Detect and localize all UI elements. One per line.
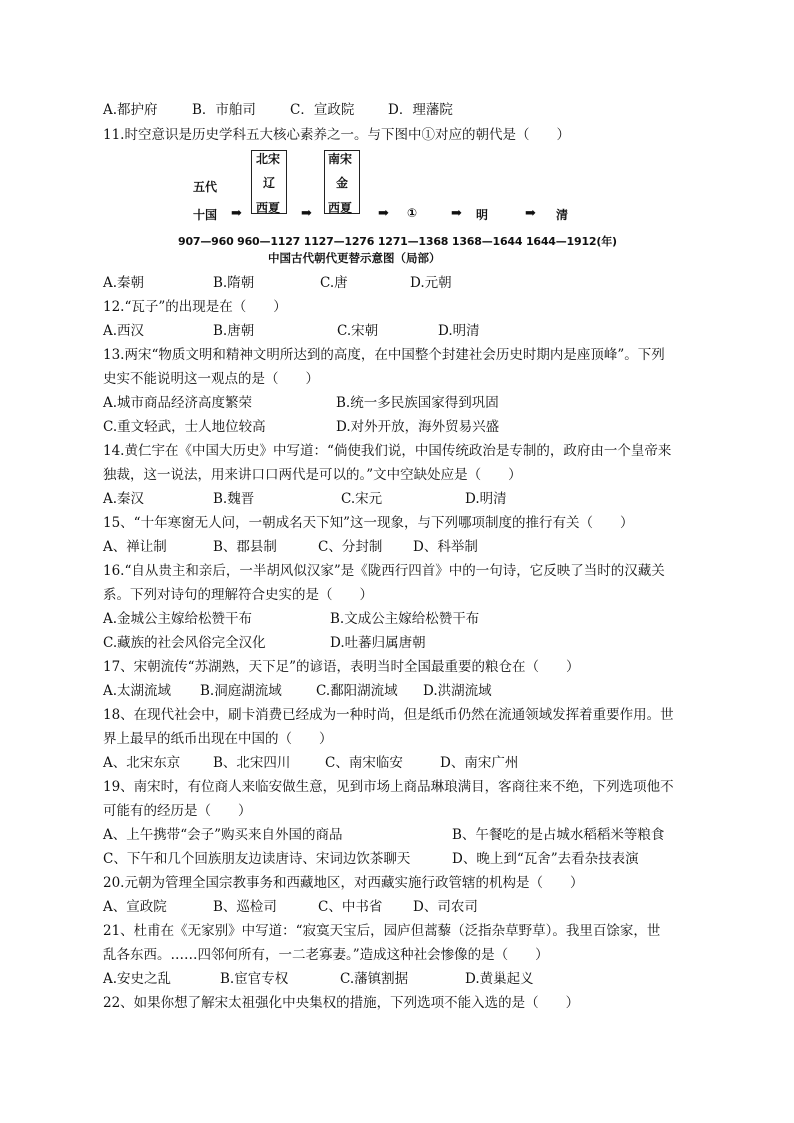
q18-option-b: B、北宋四川: [213, 755, 291, 771]
q18-line1: 18、在现代社会中，刷卡消费已经成为一种时尚，但是纸币仍然在流通领域发挥着重要作用。世: [103, 707, 674, 723]
q16-option-a: A.金城公主嫁给松赞干布: [103, 611, 253, 627]
label-ten-kingdoms: 十国: [193, 208, 218, 222]
q19-option-c: C、下午和几个回族朋友边读唐诗、宋词边饮茶聊天: [103, 851, 411, 867]
q21-option-c: C.藩镇割据: [340, 971, 409, 987]
arrow-5: ➡: [525, 206, 536, 221]
q16-option-b: B.文成公主嫁给松赞干布: [330, 611, 480, 627]
q15-option-c: C、分封制: [318, 539, 383, 555]
label-northern-song: 北宋: [256, 152, 281, 166]
q10-option-c: C．宣政院: [290, 102, 355, 118]
q19-line2: 可能有的经历是（ ）: [103, 803, 252, 819]
q21-option-a: A.安史之乱: [103, 971, 172, 987]
label-liao: 辽: [263, 176, 276, 190]
q20-stem: 20.元朝为管理全国宗教事务和西藏地区，对西藏实施行政管辖的机构是（ ）: [103, 875, 584, 891]
q14-option-a: A.秦汉: [103, 491, 145, 507]
q21-line1: 21、杜甫在《无家别》中写道：“寂寞天宝后，园庐但蒿藜（泛指杂草野草）。我里百馀家，世: [103, 923, 661, 939]
timeline-dates: 907—960 960—1127 1127—1276 1271—1368 1368—1644 1644—1912(年): [178, 235, 617, 248]
q10-option-b: B．市舶司: [192, 102, 256, 118]
q15-stem: 15、“十年寒窗无人问，一朝成名天下知”这一现象，与下列哪项制度的推行有关（ ）: [103, 515, 634, 531]
label-western-xia-1: 西夏: [256, 201, 281, 215]
label-qing: 清: [556, 208, 569, 222]
q10-option-d: D．理藩院: [388, 102, 453, 118]
q16-line1: 16.“自从贵主和亲后，一半胡风似汉家”是《陇西行四首》中的一句诗，它反映了当时的汉藏关: [103, 563, 665, 579]
q12-option-d: D.明清: [438, 323, 480, 339]
q13-line2: 史实不能说明这一观点的是（ ）: [103, 371, 319, 387]
q14-line1: 14.黄仁宇在《中国大历史》中写道：“倘使我们说，中国传统政治是专制的，政府由一个皇帝来: [103, 443, 672, 459]
label-southern-song: 南宋: [328, 152, 353, 166]
label-western-xia-2: 西夏: [328, 201, 353, 215]
q19-option-b: B、午餐吃的是占城水稻稻米等粮食: [452, 827, 665, 843]
q12-option-b: B.唐朝: [213, 323, 255, 339]
q19-line1: 19、南宋时，有位商人来临安做生意，见到市场上商品琳琅满目，客商往来不绝，下列选项他不: [103, 779, 674, 795]
q15-option-d: D、科举制: [413, 539, 478, 555]
q12-option-a: A.西汉: [103, 323, 145, 339]
q22-stem: 22、如果你想了解宋太祖强化中央集权的措施，下列选项不能入选的是（ ）: [103, 995, 580, 1011]
arrow-3: ➡: [378, 206, 389, 221]
q20-option-d: D、司农司: [413, 899, 478, 915]
q10-option-a: A.都护府: [103, 102, 158, 118]
q15-option-a: A、禅让制: [103, 539, 167, 555]
q12-option-c: C.宋朝: [337, 323, 379, 339]
q14-option-c: C.宋元: [341, 491, 383, 507]
q14-option-b: B.魏晋: [213, 491, 255, 507]
arrow-1: ➡: [231, 206, 242, 221]
q21-option-d: D.黄巢起义: [465, 971, 534, 987]
q17-option-c: C.鄱阳湖流域: [316, 683, 398, 699]
q20-option-c: C、中书省: [318, 899, 383, 915]
q18-option-d: D、南宋广州: [440, 755, 519, 771]
q11-option-a: A.秦朝: [103, 275, 145, 291]
q11-option-b: B.隋朝: [213, 275, 255, 291]
q18-line2: 界上最早的纸币出现在中国的（ ）: [103, 731, 333, 747]
q21-option-b: B.宦官专权: [220, 971, 289, 987]
q11-option-d: D.元朝: [410, 275, 452, 291]
q13-option-b: B.统一多民族国家得到巩固: [336, 395, 499, 411]
q11-option-c: C.唐: [320, 275, 348, 291]
q21-line2: 乱各东西。……四邻何所有，一二老寡妻。”造成这种社会惨像的是（ ）: [103, 947, 549, 963]
q16-option-c: C.藏族的社会风俗完全汉化: [103, 635, 266, 651]
q13-option-c: C.重文轻武，士人地位较高: [103, 419, 266, 435]
q17-stem: 17、宋朝流传“苏湖熟，天下足”的谚语，表明当时全国最重要的粮仓在（ ）: [103, 659, 580, 675]
q18-option-c: C、南宋临安: [325, 755, 403, 771]
q19-option-d: D、晚上到“瓦舍”去看杂技表演: [452, 851, 639, 867]
arrow-2: ➡: [301, 206, 312, 221]
q13-option-a: A.城市商品经济高度繁荣: [103, 395, 253, 411]
q20-option-a: A、宣政院: [103, 899, 167, 915]
label-jin: 金: [336, 176, 349, 190]
label-five-dynasties: 五代: [193, 180, 218, 194]
q20-option-b: B、巡检司: [213, 899, 277, 915]
q19-option-a: A、上午携带“会子”购买来自外国的商品: [103, 827, 343, 843]
q12-stem: 12.“瓦子”的出现是在（ ）: [103, 299, 287, 315]
q14-line2: 独裁，这一说法，用来讲口口两代是可以的。”文中空缺处应是（ ）: [103, 467, 522, 483]
q15-option-b: B、郡县制: [213, 539, 277, 555]
q17-option-d: D.洪湖流域: [423, 683, 492, 699]
q13-option-d: D.对外开放，海外贸易兴盛: [336, 419, 500, 435]
figure-caption: 中国古代朝代更替示意图（局部）: [268, 251, 441, 265]
q16-line2: 系。下列对诗句的理解符合史实的是（ ）: [103, 587, 373, 603]
q11-stem: 11.时空意识是历史学科五大核心素养之一。与下图中①对应的朝代是（ ）: [103, 127, 570, 143]
label-circle-one: ①: [407, 206, 418, 220]
q16-option-d: D.吐蕃归属唐朝: [330, 635, 426, 651]
label-ming: 明: [476, 208, 489, 222]
q14-option-d: D.明清: [465, 491, 507, 507]
q17-option-a: A.太湖流域: [103, 683, 172, 699]
q18-option-a: A、北宋东京: [103, 755, 181, 771]
q13-line1: 13.两宋“物质文明和精神文明所达到的高度，在中国整个封建社会历史时期内是座顶峰”。下列: [103, 347, 665, 363]
arrow-4: ➡: [451, 206, 462, 221]
q17-option-b: B.洞庭湖流域: [200, 683, 282, 699]
